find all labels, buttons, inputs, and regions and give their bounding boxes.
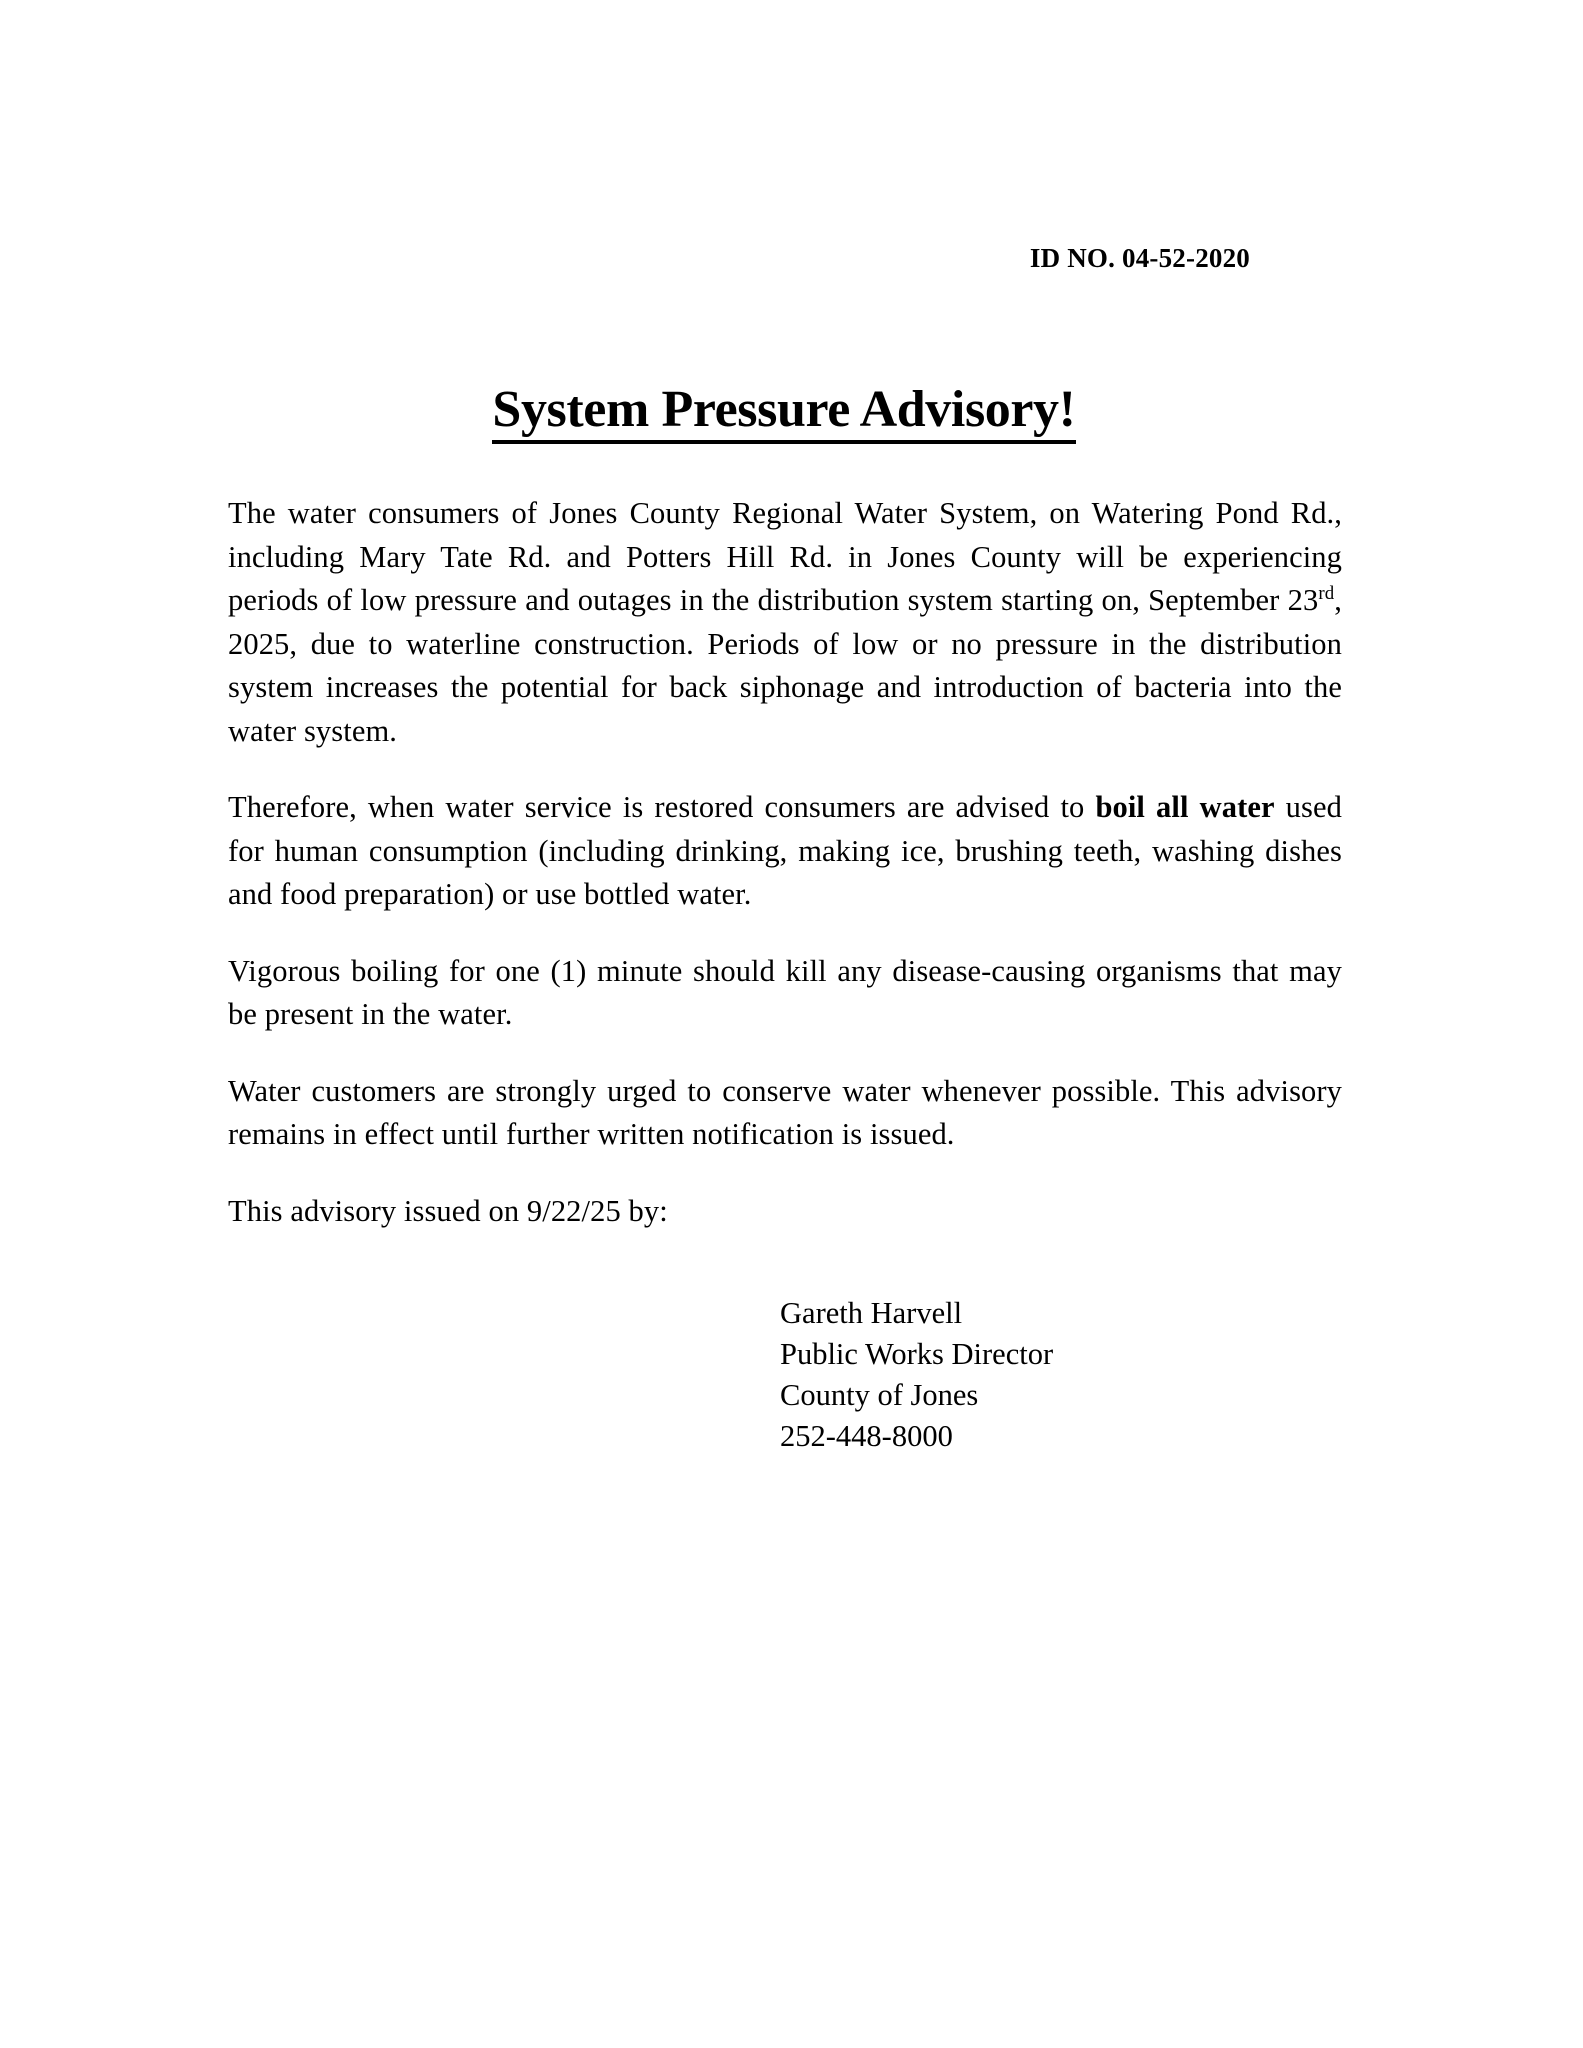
- paragraph-boiling-instructions: Vigorous boiling for one (1) minute should kill any disease-causing organisms that may be present in the water.: [228, 953, 1342, 1031]
- page-title-container: [228, 383, 1340, 444]
- signatory-role: Public Works Director: [780, 1337, 1054, 1371]
- signatory-organization: County of Jones: [780, 1378, 979, 1412]
- document-id-number: ID NO. 04-52-2020: [1029, 243, 1250, 273]
- document-body: [228, 492, 1342, 1233]
- signature-block: [780, 1293, 1340, 1457]
- signatory-name: Gareth Harvell: [780, 1296, 963, 1330]
- paragraph-boil-advice: [228, 786, 1342, 917]
- boil-all-water-emphasis: boil all water: [1095, 790, 1275, 824]
- paragraph-boil-advice-text-a: Therefore, when water service is restored consumers are advised to: [228, 790, 1096, 824]
- paragraph-issued-on: This advisory issued on 9/22/25 by:: [228, 1193, 668, 1228]
- paragraph-notice-text-b: , 2025, due to waterline construction. Periods of low or no pressure in the distribution system increases the potential for back siphonage and introduction of bacteria into the water system.: [228, 583, 1342, 748]
- paragraph-conservation: Water customers are strongly urged to conserve water whenever possible. This advisory remains in effect until further written notification is issued.: [228, 1073, 1342, 1151]
- ordinal-suffix: rd: [1318, 582, 1335, 604]
- paragraph-boil-advice-text-b: used for human consumption (including drinking, making ice, brushing teeth, washing dishes and food preparation) or use bottled water.: [228, 790, 1342, 911]
- paragraph-notice: [228, 492, 1342, 753]
- page-title: System Pressure Advisory!: [492, 383, 1075, 444]
- paragraph-notice-text-a: The water consumers of Jones County Regional Water System, on Watering Pond Rd., including Mary Tate Rd. and Potters Hill Rd. in Jones County will be experiencing periods of low pressure and outages in the distribution system starting on, September 23: [228, 496, 1342, 617]
- signatory-phone: 252-448-8000: [780, 1419, 953, 1453]
